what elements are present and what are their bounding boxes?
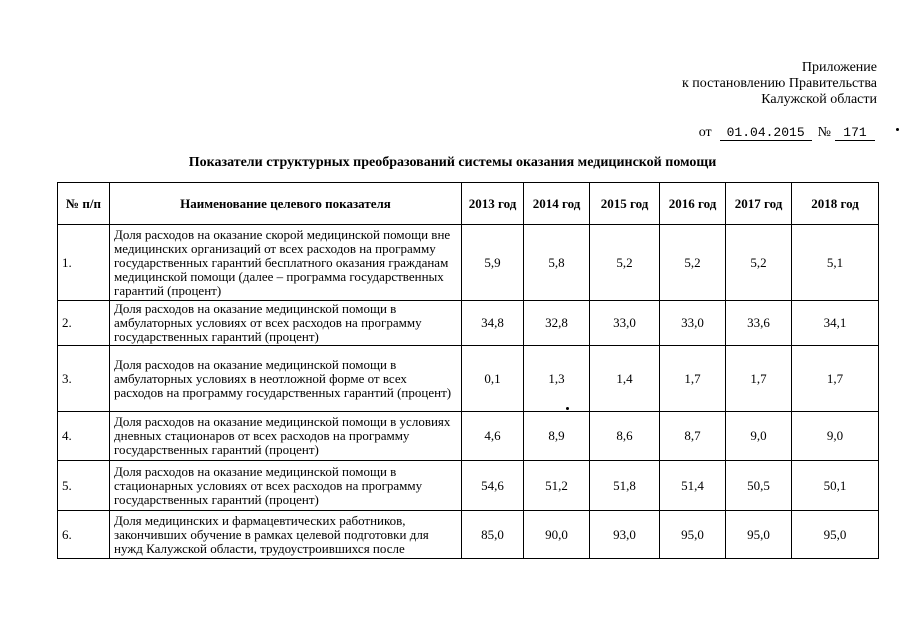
appendix-line-3: Калужской области: [761, 92, 877, 107]
table-row: [58, 511, 879, 559]
row-number: 2.: [58, 301, 110, 346]
row-number: 6.: [58, 511, 110, 559]
appendix-line-2: к постановлению Правительства: [681, 76, 877, 91]
value-2018: 5,1: [792, 225, 879, 301]
value-2013: 85,0: [462, 511, 524, 559]
appendix-line-1: Приложение: [801, 60, 877, 75]
col-header-2015: 2015 год: [590, 183, 660, 225]
col-header-no: № п/п: [58, 183, 110, 225]
table-row: [58, 461, 879, 511]
indicator-name: Доля расходов на оказание медицинской помощи в амбулаторных условиях в неотложной форме от всех расходов на программу государственных гарантий (процент): [110, 346, 462, 412]
decree-reference: [699, 125, 875, 141]
col-header-name: Наименование целевого показателя: [110, 183, 462, 225]
indicator-name: Доля расходов на оказание медицинской помощи в условиях дневных стационаров от всех расходов на программу государственных гарантий (процент): [110, 412, 462, 461]
value-2014: 90,0: [524, 511, 590, 559]
value-2018: 50,1: [792, 461, 879, 511]
value-2014: 51,2: [524, 461, 590, 511]
value-2013: 0,1: [462, 346, 524, 412]
appendix-block: [682, 60, 877, 108]
value-2015: 1,4: [590, 346, 660, 412]
decree-number: 171: [835, 126, 875, 141]
value-2014: 32,8: [524, 301, 590, 346]
value-2013: 54,6: [462, 461, 524, 511]
table-row: [58, 346, 879, 412]
value-2013: 4,6: [462, 412, 524, 461]
row-number: 5.: [58, 461, 110, 511]
value-2013: 34,8: [462, 301, 524, 346]
row-number: 3.: [58, 346, 110, 412]
col-header-2014: 2014 год: [524, 183, 590, 225]
value-2014: 5,8: [524, 225, 590, 301]
table-header-row: [58, 183, 879, 225]
number-label: №: [817, 125, 831, 140]
value-2013: 5,9: [462, 225, 524, 301]
value-2016: 8,7: [660, 412, 726, 461]
value-2017: 9,0: [726, 412, 792, 461]
document-title: Показатели структурных преобразований системы оказания медицинской помощи: [188, 155, 717, 170]
decree-date: 01.04.2015: [720, 126, 812, 141]
value-2018: 95,0: [792, 511, 879, 559]
value-2016: 95,0: [660, 511, 726, 559]
value-2015: 8,6: [590, 412, 660, 461]
scan-speck: [896, 128, 899, 131]
indicator-name: Доля медицинских и фармацевтических работников, закончивших обучение в рамках целевой подготовки для нужд Калужской области, трудоустроившихся после: [110, 511, 462, 559]
value-2016: 33,0: [660, 301, 726, 346]
indicators-table: [57, 182, 879, 559]
table-body: [58, 225, 879, 559]
value-2017: 50,5: [726, 461, 792, 511]
value-2015: 51,8: [590, 461, 660, 511]
value-2015: 33,0: [590, 301, 660, 346]
table-row: [58, 412, 879, 461]
col-header-2013: 2013 год: [462, 183, 524, 225]
col-header-2016: 2016 год: [660, 183, 726, 225]
table-row: [58, 225, 879, 301]
from-label: от: [698, 125, 712, 140]
row-number: 4.: [58, 412, 110, 461]
value-2017: 1,7: [726, 346, 792, 412]
value-2017: 95,0: [726, 511, 792, 559]
col-header-2018: 2018 год: [792, 183, 879, 225]
value-2016: 51,4: [660, 461, 726, 511]
indicator-name: Доля расходов на оказание медицинской помощи в амбулаторных условиях от всех расходов на программу государственных гарантий (процент): [110, 301, 462, 346]
value-2018: 1,7: [792, 346, 879, 412]
value-2015: 5,2: [590, 225, 660, 301]
value-2018: 34,1: [792, 301, 879, 346]
value-2017: 33,6: [726, 301, 792, 346]
col-header-2017: 2017 год: [726, 183, 792, 225]
value-2016: 1,7: [660, 346, 726, 412]
value-2017: 5,2: [726, 225, 792, 301]
indicator-name: Доля расходов на оказание скорой медицинской помощи вне медицинских организаций от всех расходов на программу государственных гарантий бесплатного оказания гражданам медицинской помощи (далее – программа государственных гарантий (процент): [110, 225, 462, 301]
value-2016: 5,2: [660, 225, 726, 301]
value-2014: 8,9: [524, 412, 590, 461]
scan-speck: [566, 407, 569, 410]
value-2018: 9,0: [792, 412, 879, 461]
indicator-name: Доля расходов на оказание медицинской помощи в стационарных условиях от всех расходов на программу государственных гарантий (процент): [110, 461, 462, 511]
row-number: 1.: [58, 225, 110, 301]
table-row: [58, 301, 879, 346]
value-2014: 1,3: [524, 346, 590, 412]
value-2015: 93,0: [590, 511, 660, 559]
